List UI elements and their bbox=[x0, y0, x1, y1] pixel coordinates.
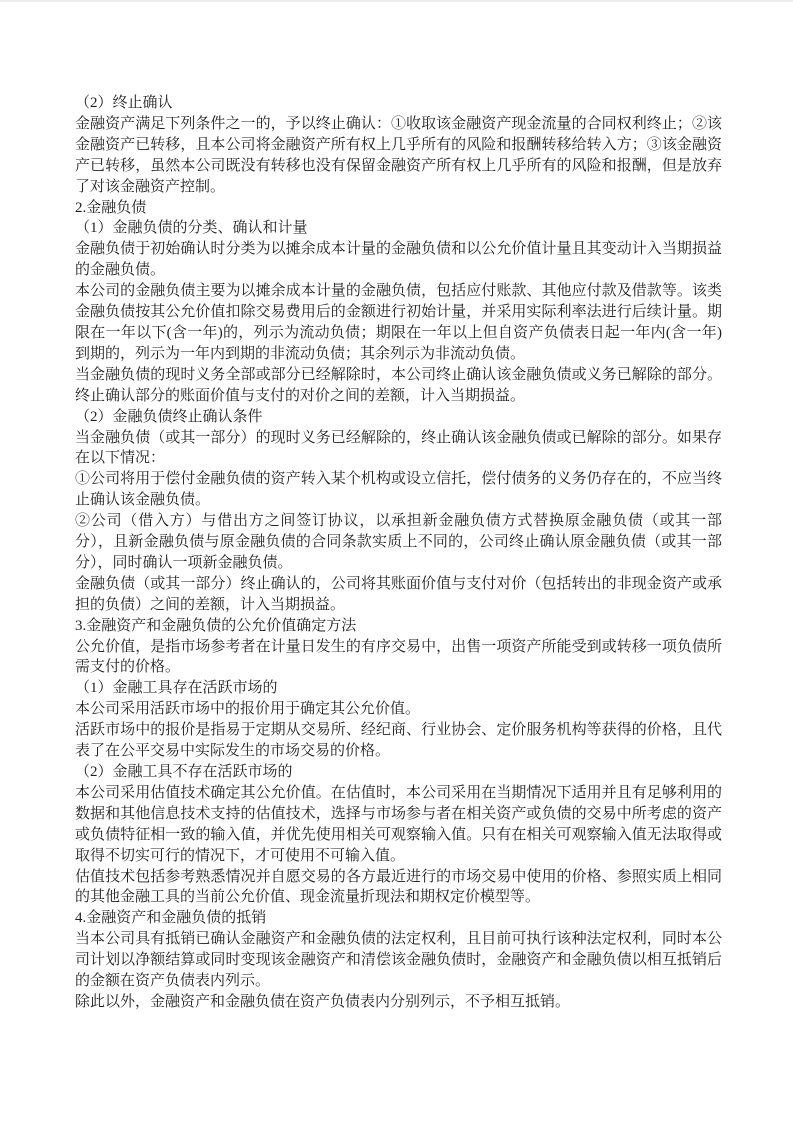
subheading-derecognition: （2）终止确认 bbox=[75, 95, 173, 111]
paragraph-liability-derecognition: 当金融负债的现时义务全部或部分已经解除时，本公司终止确认该金融负债或义务已解除的部分。终止确认部分的账面价值与支付的对价之间的差额，计入当期损益。 bbox=[75, 366, 722, 404]
heading-financial-liabilities: 2.金融负债 bbox=[75, 199, 147, 216]
paragraph-obligation-released: 当金融负债（或其一部分）的现时义务已经解除的，终止确认该金融负债或已解除的部分。如果存在以下情况： bbox=[75, 429, 722, 467]
heading-fair-value-method: 3.金融资产和金融负债的公允价值确定方法 bbox=[75, 617, 357, 634]
paragraph-active-market-definition: 活跃市场中的报价是指易于定期从交易所、经纪商、行业协会、定价服务机构等获得的价格，且代表了在公平交易中实际发生的市场交易的价格。 bbox=[75, 722, 722, 760]
subheading-active-market: （1）金融工具存在活跃市场的 bbox=[75, 680, 278, 697]
paragraph-offsetting-conditions: 当本公司具有抵销已确认金融资产和金融负债的法定权利，且目前可执行该种法定权利，同时本公司计划以净额结算或同时变现该金融资产和清偿该金融负债时，金融资产和金融负债以相互抵销后的金额在资产负债表内列示。 bbox=[75, 931, 722, 990]
scan-edge-line bbox=[0, 0, 793, 2]
paragraph-liability-measurement: 本公司的金融负债主要为以摊余成本计量的金融负债，包括应付账款、其他应付款及借款等。该类金融负债按其公允价值扣除交易费用后的金额进行初始计量，并采用实际利率法进行后续计量。期限在一年以下(含一年)的，列示为流动负债；期限在一年以上但自资产负债表日起一年内(含一年)到期的，列示为一年内到期的非流动负债；其余列示为非流动负债。 bbox=[75, 283, 722, 362]
paragraph-no-offsetting: 除此以外，金融资产和金融负债在资产负债表内分别列示，不予相互抵销。 bbox=[75, 993, 571, 1010]
paragraph-fair-value-definition: 公允价值，是指市场参考者在计量日发生的有序交易中，出售一项资产所能受到或转移一项负债所需支付的价格。 bbox=[75, 638, 722, 676]
paragraph-valuation-technique: 本公司采用估值技术确定其公允价值。在估值时，本公司采用在当期情况下适用并且有足够利用的数据和其他信息技术支持的估值技术，选择与市场参与者在相关资产或负债的交易中所考虑的资产或负债特征相一致的输入值，并优先使用相关可观察输入值。只有在相关可观察输入值无法取得或取得不切实可行的情况下，才可使用不可输入值。 bbox=[75, 784, 722, 864]
subheading-no-active-market: （2）金融工具不存在活跃市场的 bbox=[75, 764, 293, 780]
paragraph-valuation-methods: 估值技术包括参考熟悉情况并自愿交易的各方最近进行的市场交易中使用的价格、参照实质上相同的其他金融工具的当前公允价值、现金流量折现法和期权定价模型等。 bbox=[75, 868, 722, 906]
paragraph-liability-initial-recognition: 金融负债于初始确认时分类为以摊余成本计量的金融负债和以公允价值计量且其变动计入当期损益的金融负债。 bbox=[75, 241, 722, 279]
document-body bbox=[75, 93, 722, 1013]
paragraph-derecognition-conditions: 金融资产满足下列条件之一的，予以终止确认：①收取该金融资产现金流量的合同权利终止；②该金融资产已转移，且本公司将金融资产所有权上几乎所有的风险和报酬转移给转入方；③该金融资产已转移，虽然本公司既没有转移也没有保留金融资产所有权上几乎所有的风险和报酬，但是放弃了对该金融资产控制。 bbox=[75, 115, 722, 195]
paragraph-condition-1: ①公司将用于偿付金融负债的资产转入某个机构或设立信托，偿付债务的义务仍存在的，不应当终止确认该金融负债。 bbox=[75, 471, 722, 509]
paragraph-derecognition-difference: 金融负债（或其一部分）终止确认的，公司将其账面价值与支付对价（包括转出的非现金资产或承担的负债）之间的差额，计入当期损益。 bbox=[75, 575, 722, 613]
heading-offsetting: 4.金融资产和金融负债的抵销 bbox=[75, 910, 267, 927]
paragraph-active-market-quote: 本公司采用活跃市场中的报价用于确定其公允价值。 bbox=[75, 701, 421, 718]
paragraph-condition-2: ②公司（借入方）与借出方之间签订协议，以承担新金融负债方式替换原金融负债（或其一部分），且新金融负债与原金融负债的合同条款实质上不同的，公司终止确认原金融负债（或其一部分），同时确认一项新金融负债。 bbox=[75, 513, 722, 571]
subheading-liability-derecognition-conditions: （2）金融负债终止确认条件 bbox=[75, 408, 263, 425]
subheading-liability-classification: （1）金融负债的分类、确认和计量 bbox=[75, 220, 308, 237]
